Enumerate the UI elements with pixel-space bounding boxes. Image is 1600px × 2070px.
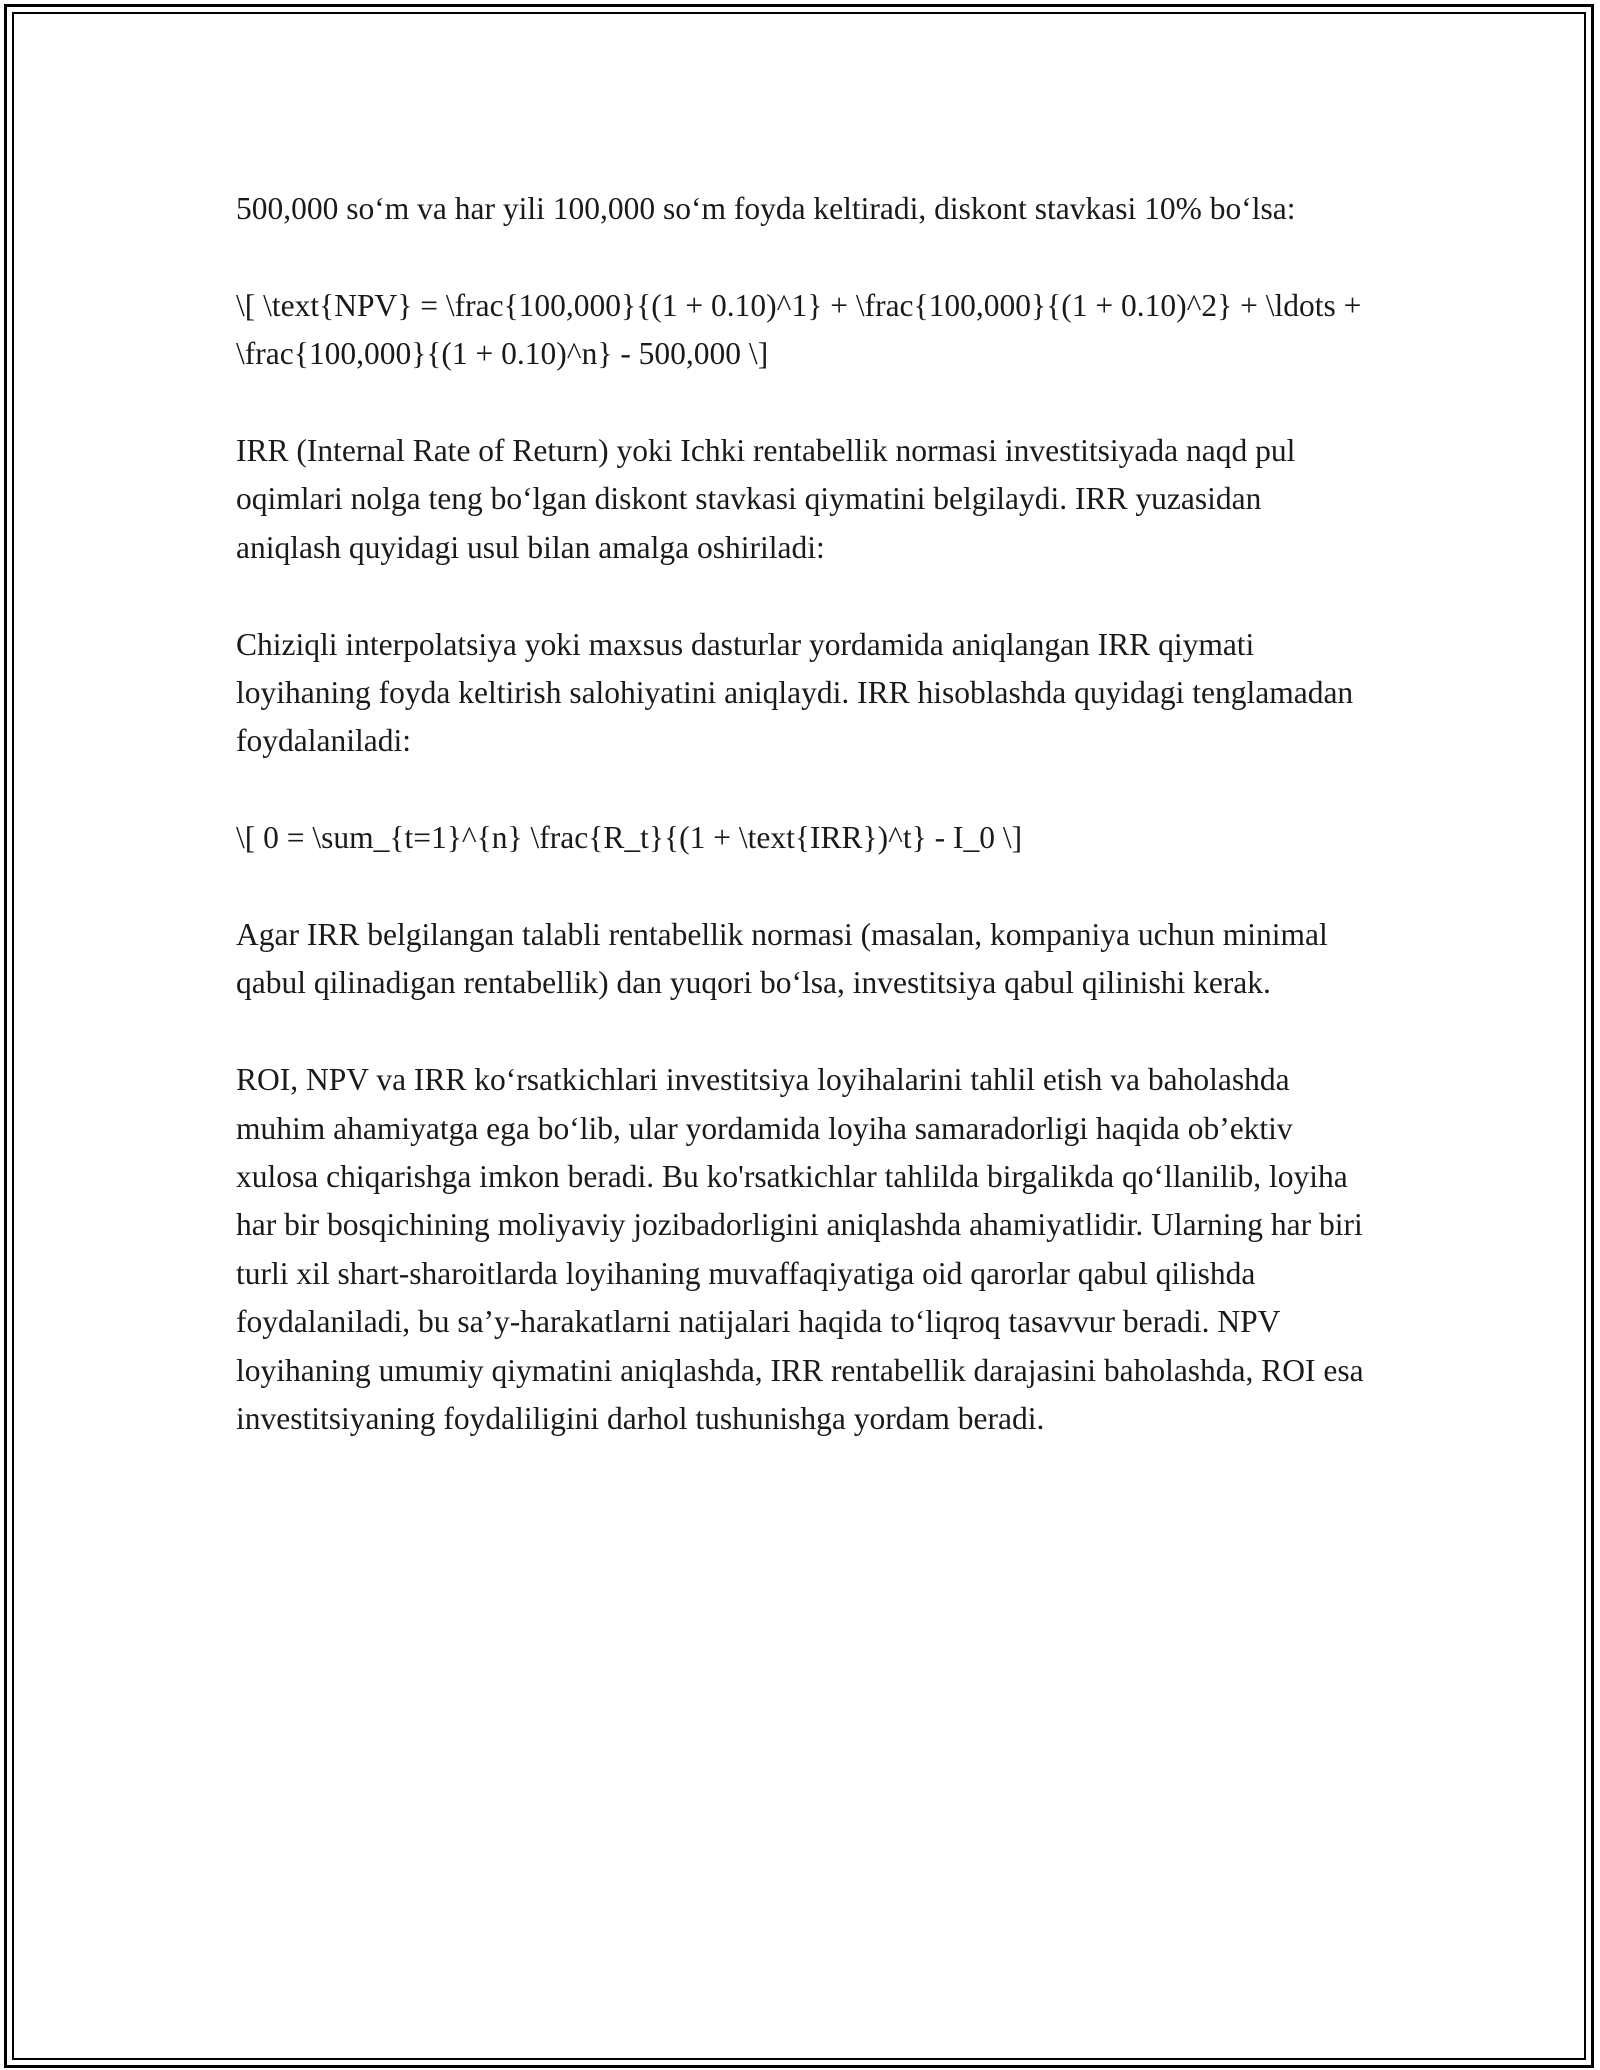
- paragraph-npv-example-intro: 500,000 so‘m va har yili 100,000 so‘m foyda keltiradi, diskont stavkasi 10% bo‘lsa:: [236, 191, 1296, 226]
- formula-irr: \[ 0 = \sum_{t=1}^{n} \frac{R_t}{(1 + \text{IRR})^t} - I_0 \]: [236, 820, 1023, 856]
- paragraph-irr-interpolation: Chiziqli interpolatsiya yoki maxsus dasturlar yordamida aniqlangan IRR qiymati loyihaning foyda keltirish salohiyatini aniqlaydi. IRR hisoblashda quyidagi tenglamadan foydalaniladi:: [236, 626, 1354, 759]
- paragraph-irr-definition: IRR (Internal Rate of Return) yoki Ichki rentabellik normasi investitsiyada naqd pul oqimlari nolga teng bo‘lgan diskont stavkasi qiymatini belgilaydi. IRR yuzasidan aniqlash quyidagi usul bilan amalga oshiriladi:: [236, 433, 1296, 565]
- paragraph-conclusion: ROI, NPV va IRR ko‘rsatkichlari investitsiya loyihalarini tahlil etish va baholashda muhim ahamiyatga ega bo‘lib, ular yordamida loyiha samaradorligi haqida ob’ektiv xulosa chiqarishga imkon beradi. Bu ko'rsatkichlar tahlilda birgalikda qo‘llanilib, loyiha har bir bosqichining moliyaviy jozibadorligini aniqlashda ahamiyatlidir. Ularning har biri turli xil shart-sharoitlarda loyihaning muvaffaqiyatiga oid qarorlar qabul qilishda foydalaniladi, bu sa’y-harakatlarni natijalari haqida to‘liqroq tasavvur beradi. NPV loyihaning umumiy qiymatini aniqlashda, IRR rentabellik darajasini baholashda, ROI esa investitsiyaning foydaliligini darhol tushunishga yordam beradi.: [236, 1062, 1364, 1437]
- document-body: [236, 185, 1366, 1443]
- formula-npv: \[ \text{NPV} = \frac{100,000}{(1 + 0.10)^1} + \frac{100,000}{(1 + 0.10)^2} + \ldots + \frac{100,000}{(1 + 0.10)^n} - 500,000 \]: [236, 287, 1362, 372]
- paragraph-irr-decision-rule: Agar IRR belgilangan talabli rentabellik normasi (masalan, kompaniya uchun minimal qabul qilinadigan rentabellik) dan yuqori bo‘lsa, investitsiya qabul qilinishi kerak.: [236, 917, 1328, 1001]
